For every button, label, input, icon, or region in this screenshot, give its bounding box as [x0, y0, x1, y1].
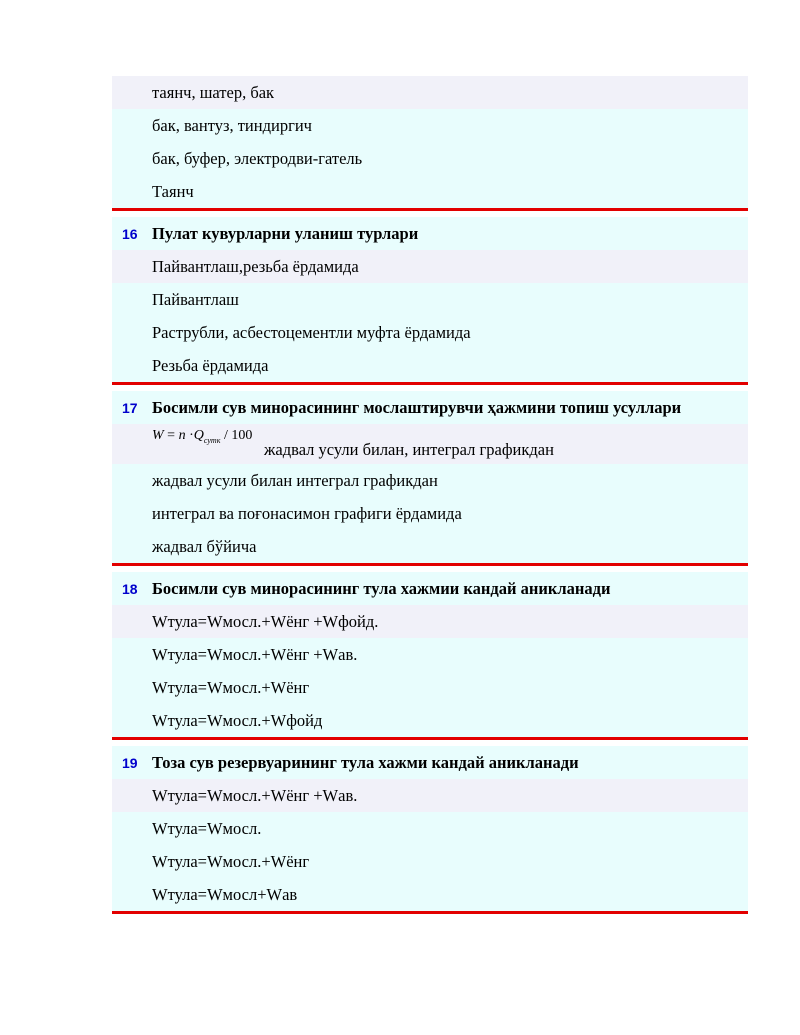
answer-row — [112, 812, 748, 845]
quiz-page — [112, 76, 748, 914]
answer-row — [112, 845, 748, 878]
answer-row — [112, 464, 748, 497]
answer-row — [112, 109, 748, 142]
question-row — [112, 217, 748, 250]
answer-row — [112, 638, 748, 671]
answer-row — [112, 349, 748, 382]
answer-text: Пайвантлаш — [152, 289, 239, 309]
answer-text: Wтула=Wмосл.+Wёнг — [152, 677, 310, 697]
answer-text: Wтула=Wмосл. — [152, 818, 262, 838]
question-block-15 — [112, 76, 748, 208]
answer-text: таянч, шатер, бак — [152, 82, 275, 102]
answer-text: жадвал усули билан, интеграл графикдан — [264, 440, 554, 459]
question-text: Босимли сув минорасининг мослаштирувчи ҳажмини топиш усуллари — [152, 397, 682, 417]
answer-row-correct — [112, 779, 748, 812]
answer-row — [112, 142, 748, 175]
question-row — [112, 746, 748, 779]
answer-row — [112, 704, 748, 737]
answer-text: Wтула=Wмосл+Wав — [152, 884, 298, 904]
question-row — [112, 391, 748, 424]
question-text: Пулат кувурларни уланиш турлари — [152, 223, 419, 243]
question-number: 17 — [122, 399, 138, 416]
answer-row-correct — [112, 424, 748, 464]
answer-row-correct — [112, 250, 748, 283]
answer-row-correct — [112, 605, 748, 638]
question-number: 19 — [122, 754, 138, 771]
answer-row-correct — [112, 76, 748, 109]
answer-text: Wтула=Wмосл.+Wёнг — [152, 851, 310, 871]
answer-text: Wтула=Wмосл.+Wфойд — [152, 710, 323, 730]
answer-text: Wтула=Wмосл.+Wёнг +Wав. — [152, 785, 358, 805]
answer-row — [112, 283, 748, 316]
question-block-17 — [112, 391, 748, 563]
question-block-19 — [112, 746, 748, 911]
formula-answer — [152, 424, 748, 464]
question-block-18 — [112, 572, 748, 737]
volume-formula: $W = n \cdot Q_{сутк} / 100$ — [152, 428, 253, 445]
answer-text: жадвал усули билан интеграл графикдан — [152, 470, 438, 490]
answer-row — [112, 497, 748, 530]
answer-row — [112, 530, 748, 563]
answer-text: интеграл ва поғонасимон графиги ёрдамида — [152, 503, 462, 523]
answer-text: Пайвантлаш,резьба ёрдамида — [152, 256, 359, 276]
answer-row — [112, 175, 748, 208]
question-separator — [112, 911, 748, 914]
question-number: 18 — [122, 580, 138, 597]
answer-row — [112, 878, 748, 911]
answer-row — [112, 316, 748, 349]
question-row — [112, 572, 748, 605]
answer-text: бак, вантуз, тиндиргич — [152, 115, 312, 135]
answer-text: Wтула=Wмосл.+Wёнг +Wав. — [152, 644, 358, 664]
answer-text: бак, буфер, электродви-гатель — [152, 148, 363, 168]
correct-answer-marker-icon — [112, 424, 152, 438]
question-text: Босимли сув минорасининг тула хажмии кандай аникланади — [152, 578, 611, 598]
question-number: 16 — [122, 225, 138, 242]
answer-text: Таянч — [152, 181, 194, 201]
question-block-16 — [112, 217, 748, 382]
answer-text: жадвал бўйича — [152, 536, 257, 556]
answer-text: Раструбли, асбестоцементли муфта ёрдамида — [152, 322, 471, 342]
answer-text: Wтула=Wмосл.+Wёнг +Wфойд. — [152, 611, 379, 631]
answer-text: Резьба ёрдамида — [152, 355, 269, 375]
answer-row — [112, 671, 748, 704]
question-text: Тоза сув резервуарининг тула хажми кандай аникланади — [152, 752, 579, 772]
